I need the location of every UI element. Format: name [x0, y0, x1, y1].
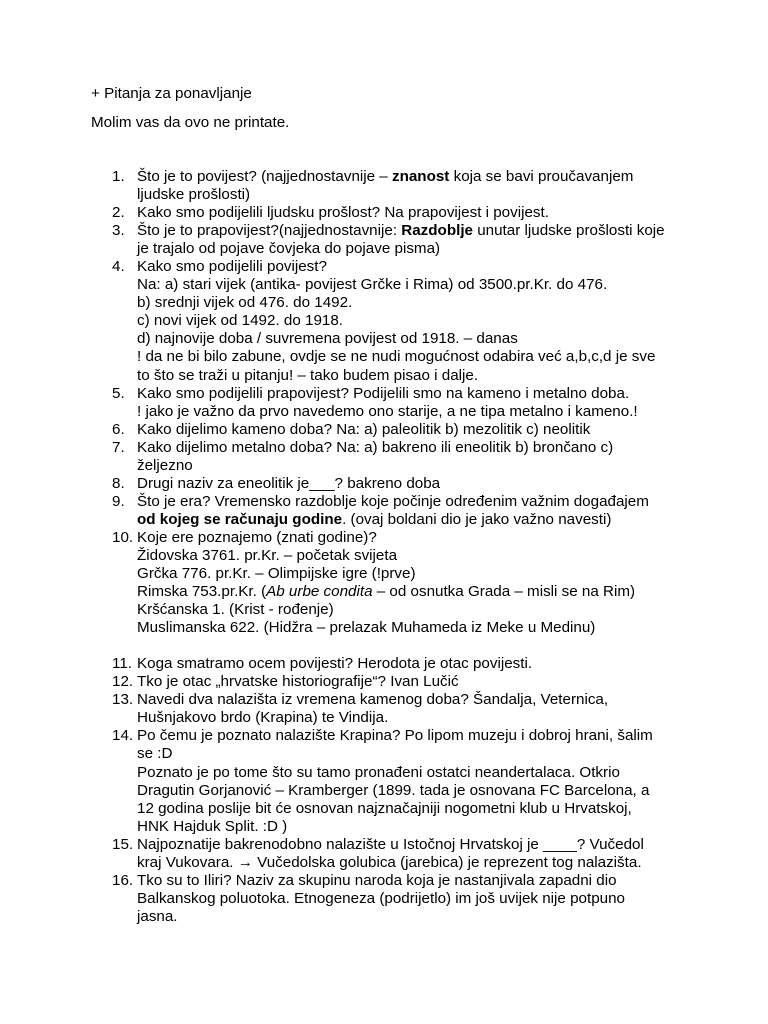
- item-text-line: [137, 691, 672, 709]
- text-segment: Kako dijelimo metalno doba? Na: a) bakreno ili eneolitik b) brončano c): [137, 438, 614, 456]
- item-text-line: [137, 204, 672, 222]
- item-number: 10.: [112, 528, 134, 546]
- text-segment: ljudske prošlosti): [137, 186, 251, 204]
- item-number: 1.: [112, 168, 125, 185]
- text-segment: Što je to prapovijest?(najjednostavnije:: [137, 222, 402, 240]
- item-text-line: [137, 908, 672, 926]
- item-text-line: [137, 222, 672, 240]
- text-segment: se :D: [137, 745, 173, 763]
- item-number: 12.: [112, 673, 134, 691]
- list-item: [112, 493, 672, 529]
- text-segment: ! jako je važno da prvo navedemo ono starije, a ne tipa metalno i kameno.!: [137, 402, 638, 420]
- item-number: 11.: [112, 655, 132, 673]
- list-item: [112, 258, 672, 384]
- text-segment: Kako dijelimo kameno doba? Na: a) paleolitik b) mezolitik c) neolitik: [137, 420, 591, 438]
- text-segment: Dragutin Gorjanović – Kramberger (1899. tada je osnovana FC Barcelona, a: [137, 781, 650, 799]
- item-number: 2.: [112, 204, 125, 222]
- text-segment: Koga smatramo ocem povijesti? Herodota je otac povijesti.: [137, 655, 533, 673]
- item-text-line: [137, 655, 672, 673]
- text-segment: 12 godina poslije bit će osnovan najznačajniji nogometni klub u Hrvatskoj,: [137, 799, 632, 817]
- item-text-line: [137, 673, 672, 691]
- text-segment: Grčka 776. pr.Kr. – Olimpijske igre (!prve): [137, 565, 416, 583]
- item-text-line: [137, 601, 672, 619]
- text-segment: Poznato je po tome što su tamo pronađeni ostatci neandertalaca. Otkrio: [137, 763, 620, 781]
- text-segment: Kršćanska 1. (Krist - rođenje): [137, 601, 334, 619]
- text-segment: Kako smo podijelili povijest?: [137, 258, 327, 276]
- list-item: [112, 872, 672, 926]
- item-text-line: [137, 421, 672, 439]
- item-text-line: [137, 764, 672, 782]
- item-text-line: [137, 385, 672, 403]
- item-number: 14.: [112, 727, 134, 745]
- blank-line: [112, 637, 672, 655]
- list-item: [112, 836, 672, 872]
- text-segment: Židovska 3761. pr.Kr. – početak svijeta: [137, 546, 398, 564]
- item-number: 6.: [112, 420, 125, 438]
- text-segment: to što se traži u pitanju! – tako budem pisao i dalje.: [137, 366, 479, 384]
- text-segment: – od osnutka Grada – misli se na Rim): [372, 583, 636, 601]
- text-segment: jasna.: [137, 907, 178, 925]
- text-segment: Po čemu je poznato nalazište Krapina? Po lipom muzeju i dobroj hrani, šalim: [137, 727, 653, 745]
- print-note: Molim vas da ovo ne printate.: [91, 114, 290, 131]
- item-text-line: [137, 565, 672, 583]
- text-segment: . (ovaj boldani dio je jako važno navesti): [342, 510, 612, 528]
- list-item: [112, 439, 672, 475]
- item-number: 15.: [112, 835, 134, 853]
- text-segment: Balkanskog poluotoka. Etnogeneza (podrijetlo) im još uvijek nije potpuno: [137, 889, 625, 907]
- item-text-line: [137, 818, 672, 836]
- list-item: [112, 421, 672, 439]
- bold-text: od kojeg se računaju godine: [137, 510, 343, 528]
- item-text-line: [137, 511, 672, 529]
- text-segment: unutar ljudske prošlosti koje: [473, 222, 665, 240]
- text-segment: ! da ne bi bilo zabune, ovdje se ne nudi mogućnost odabira već a,b,c,d je sve: [137, 348, 656, 366]
- item-text-line: [137, 529, 672, 547]
- item-text-line: [137, 836, 672, 854]
- text-segment: c) novi vijek od 1492. do 1918.: [137, 312, 344, 330]
- item-text-line: [137, 258, 672, 276]
- list-item: [112, 691, 672, 727]
- text-segment: Hušnjakovo brdo (Krapina) te Vindija.: [137, 709, 389, 727]
- item-text-line: [137, 330, 672, 348]
- list-item: [112, 529, 672, 637]
- text-segment: Koje ere poznajemo (znati godine)?: [137, 528, 377, 546]
- text-segment: Što je era? Vremensko razdoblje koje počinje određenim važnim događajem: [137, 492, 649, 510]
- item-text-line: [137, 457, 672, 475]
- item-number: 7.: [112, 438, 125, 456]
- item-number: 3.: [112, 222, 125, 240]
- text-segment: Najpoznatije bakrenodobno nalazište u Istočnoj Hrvatskoj je ____? Vučedol: [137, 835, 644, 853]
- text-segment: koja se bavi proučavanjem: [449, 168, 634, 185]
- item-text-line: [137, 745, 672, 763]
- item-text-line: [137, 890, 672, 908]
- item-text-line: [137, 276, 672, 294]
- text-segment: Drugi naziv za eneolitik je___? bakreno doba: [137, 474, 441, 492]
- item-text-line: [137, 439, 672, 457]
- item-text-line: [137, 348, 672, 366]
- item-text-line: [137, 854, 672, 872]
- item-text-line: [137, 547, 672, 565]
- item-text-line: [137, 709, 672, 727]
- item-text-line: [137, 186, 672, 204]
- text-segment: željezno: [137, 456, 193, 474]
- list-item: [112, 673, 672, 691]
- list-item: [112, 222, 672, 258]
- item-number: 13.: [112, 691, 134, 709]
- text-segment: Tko su to Iliri? Naziv za skupinu naroda koja je nastanjivala zapadni dio: [137, 871, 617, 889]
- text-segment: Kako smo podijelili ljudsku prošlost? Na prapovijest i povijest.: [137, 204, 549, 222]
- text-segment: b) srednji vijek od 476. do 1492.: [137, 294, 353, 312]
- item-text-line: [137, 240, 672, 258]
- list-item: [112, 168, 672, 204]
- item-number: 9.: [112, 492, 125, 510]
- text-segment: Na: a) stari vijek (antika- povijest Grčke i Rima) od 3500.pr.Kr. do 476.: [137, 276, 608, 294]
- section-heading: + Pitanja za ponavljanje: [91, 85, 252, 102]
- list-item: [112, 204, 672, 222]
- item-text-line: [137, 493, 672, 511]
- text-segment: Muslimanska 622. (Hidžra – prelazak Muhameda iz Meke u Medinu): [137, 619, 596, 637]
- bold-text: Razdoblje: [401, 222, 473, 240]
- item-text-line: [137, 800, 672, 818]
- item-text-line: [137, 403, 672, 421]
- item-text-line: [137, 782, 672, 800]
- item-number: 4.: [112, 258, 125, 276]
- text-segment: Što je to povijest? (najjednostavnije –: [137, 168, 392, 185]
- question-list: [112, 168, 672, 926]
- text-segment: je trajalo od pojave čovjeka do pojave pisma): [137, 240, 441, 258]
- bold-text: znanost: [391, 168, 450, 185]
- item-number: 16.: [112, 871, 134, 889]
- text-segment: d) najnovije doba / suvremena povijest od 1918. – danas: [137, 330, 518, 348]
- item-number: 8.: [112, 474, 125, 492]
- item-text-line: [137, 727, 672, 745]
- item-text-line: [137, 168, 672, 186]
- text-segment: Rimska 753.pr.Kr. (: [137, 583, 267, 601]
- text-segment: kraj Vukovara. → Vučedolska golubica (jarebica) je reprezent tog nalazišta.: [137, 853, 642, 871]
- list-item: [112, 475, 672, 493]
- item-text-line: [137, 367, 672, 385]
- item-text-line: [137, 475, 672, 493]
- item-text-line: [137, 583, 672, 601]
- item-text-line: [137, 294, 672, 312]
- item-text-line: [137, 619, 672, 637]
- text-segment: HNK Hajduk Split. :D ): [137, 817, 288, 835]
- list-item: [112, 385, 672, 421]
- list-item: [112, 655, 672, 673]
- text-segment: Tko je otac „hrvatske historiografije“? Ivan Lučić: [137, 673, 459, 691]
- list-item: [112, 727, 672, 835]
- item-number: 5.: [112, 384, 125, 402]
- text-segment: Kako smo podijelili prapovijest? Podijelili smo na kameno i metalno doba.: [137, 384, 630, 402]
- italic-text: Ab urbe condita: [266, 583, 373, 601]
- text-segment: Navedi dva nalazišta iz vremena kamenog doba? Šandalja, Veternica,: [137, 691, 609, 709]
- item-text-line: [137, 312, 672, 330]
- item-text-line: [137, 872, 672, 890]
